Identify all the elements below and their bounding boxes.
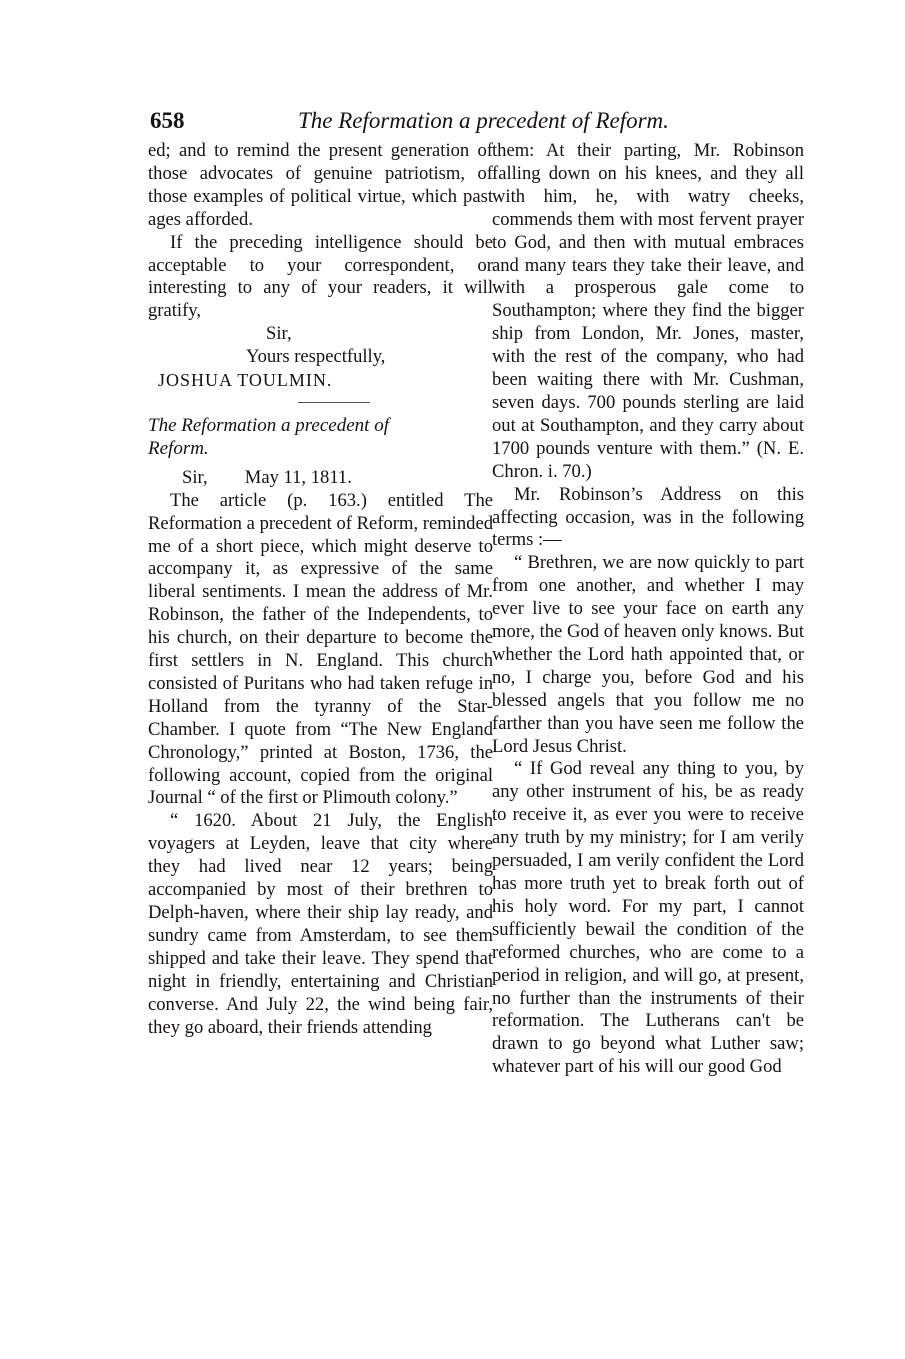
- paragraph: The article (p. 163.) entitled The Reformation a precedent of Reform, reminded me of a short piece, which might deserve to accompany it, as expressive of the same liberal sentiments. I mean the address of Mr. Robinson, the father of the Independents, to his church, on their departure to become the first settlers in N. England. This church consisted of Puritans who had taken refuge in Holland from the tyranny of the Star-Chamber. I quote from “The New England Chronology,” printed at Boston, 1736, the following account, copied from the original Journal “ of the first or Plimouth colony.”: [148, 489, 493, 809]
- article-title: The Reformation a precedent of: [148, 414, 389, 436]
- running-title: The Reformation a precedent of Reform.: [298, 108, 669, 133]
- paragraph: them: At their parting, Mr. Robinson falling down on his knees, and they all with him, he, with watry cheeks, commends them with most fervent prayer to God, and then with mutual embraces and many tears they take their leave, and with a prosperous gale come to Southampton; where they find the bigger ship from London, Mr. Jones, master, with the rest of the company, who had been waiting there with Mr. Cushman, seven days. 700 pounds sterling are laid out at Southampton, and they carry about 1700 pounds venture with them.” (N. E. Chron. i. 70.): [492, 140, 804, 482]
- right-column: [492, 140, 804, 1079]
- paragraph: ed; and to remind the present generation of those advocates of genuine patriotism, of those examples of political virtue, which past ages afforded.: [148, 140, 493, 230]
- article-title-continued: Reform.: [148, 437, 209, 459]
- divider: [298, 402, 370, 403]
- page-header: [150, 104, 800, 138]
- page-number: 658: [150, 108, 185, 133]
- dateline: Sir, May 11, 1811.: [182, 466, 352, 488]
- paragraph: “ 1620. About 21 July, the English voyagers at Leyden, leave that city where they had lived near 12 years; being accompanied by most of their brethren to Delph-haven, where their ship lay ready, and sundry came from Amsterdam, to see them shipped and take their leave. They spend that night in friendly, entertaining and Christian converse. And July 22, the wind being fair, they go aboard, their friends attending: [148, 810, 493, 1038]
- paragraph: If the preceding intelligence should be acceptable to your correspondent, or interesting to any of your readers, it will gratify,: [148, 231, 493, 322]
- left-column: [148, 140, 493, 1039]
- salutation: Sir,: [266, 323, 292, 345]
- paragraph: Mr. Robinson’s Address on this affecting occasion, was in the following terms :—: [492, 483, 804, 551]
- closing: Yours respectfully,: [246, 346, 386, 368]
- paragraph: “ If God reveal any thing to you, by any other instrument of his, be as ready to receive it, as ever you were to receive any truth by my ministry; for I am verily persuaded, I am verily confident the Lord has more truth yet to break forth out of his holy word. For my part, I cannot sufficiently bewail the condition of the reformed churches, who are come to a period in religion, and will go, at present, no further than the instruments of their reformation. The Lutherans can't be drawn to go beyond what Luther saw; whatever part of his will our good God: [492, 758, 804, 1078]
- signature: JOSHUA TOULMIN.: [158, 370, 333, 391]
- paragraph: “ Brethren, we are now quickly to part from one another, and whether I may ever live to see your face on earth any more, the God of heaven only knows. But whether the Lord hath appointed that, or no, I charge you, before God and his blessed angels that you follow me no farther than you have seen me follow the Lord Jesus Christ.: [492, 552, 804, 757]
